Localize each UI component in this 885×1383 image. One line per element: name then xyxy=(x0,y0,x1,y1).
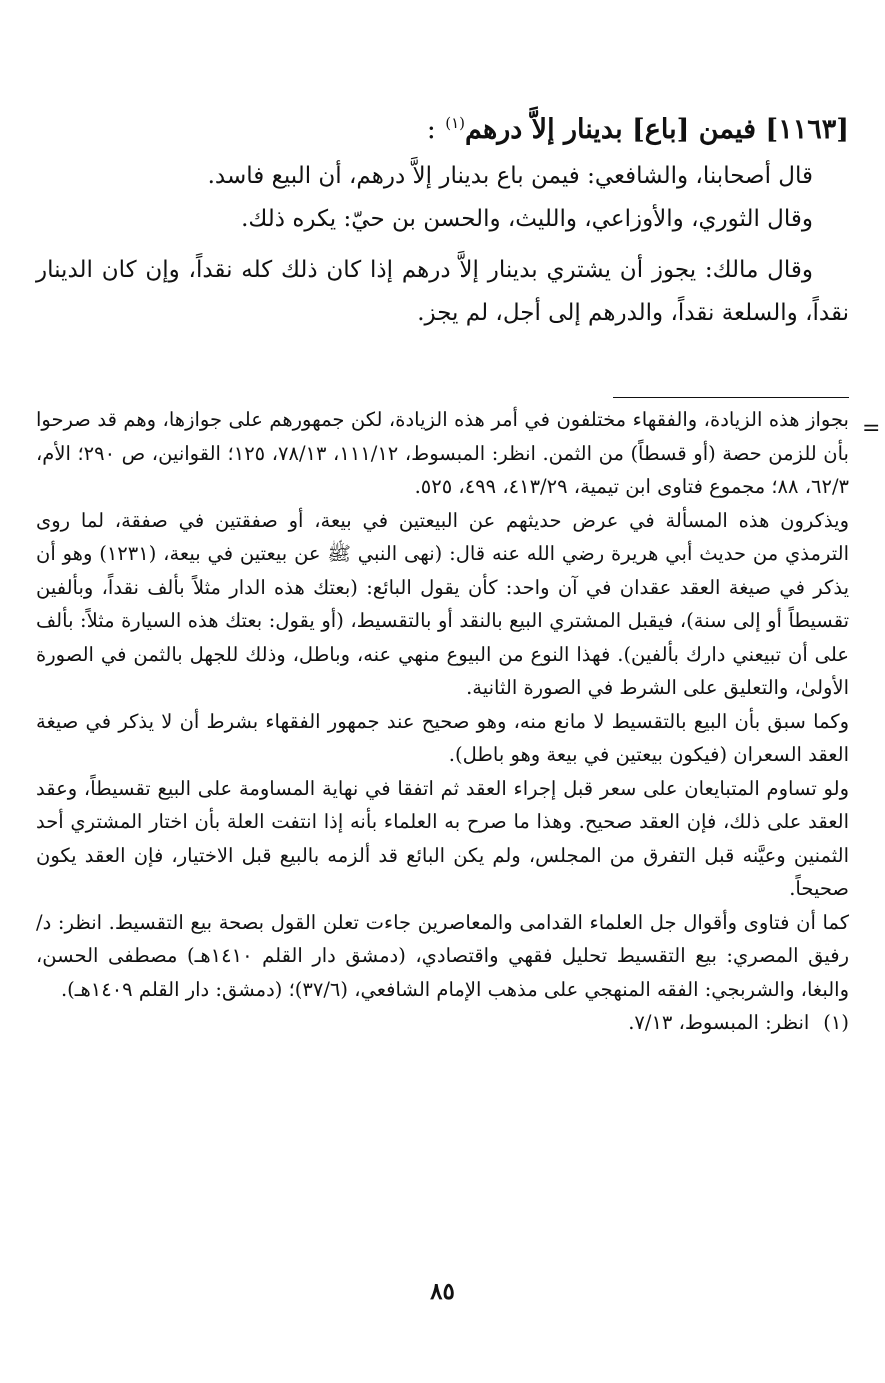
note-paragraph: بجواز هذه الزيادة، والفقهاء مختلفون في أمر هذه الزيادة، لكن جمهورهم على جوازها، وهم قد صرحوا بأن للزمن حصة (أو قسطاً) من الثمن. انظر: المبسوط، ١١١/١٢، ٧٨/١٣، ١٢٥؛ القوانين، ص ٢٩٠؛ الأم، ٦٢/٣، ٨٨؛ مجموع فتاوى ابن تيمية، ٤١٣/٢٩، ٤٩٩، ٥٢٥. xyxy=(36,408,849,498)
footnote-text: انظر: المبسوط، ٧/١٣. xyxy=(628,1011,810,1034)
footnote-number: (١) xyxy=(823,1011,849,1034)
section-title: فيمن [باع] بدينار إلاَّ درهم xyxy=(465,114,757,145)
paragraph: قال أصحابنا، والشافعي: فيمن باع بدينار إلاَّ درهم، أن البيع فاسد. xyxy=(207,163,813,189)
footnote-separator xyxy=(613,397,849,398)
note-paragraph: ولو تساوم المتبايعان على سعر قبل إجراء العقد ثم اتفقا في نهاية المساومة على البيع تقسيطاً، وعقد العقد على ذلك، فإن العقد صحيح. وهذا ما صرح به العلماء بأنه إذا انتفت العلة بأن اختار المشتري أحد الثمنين وعيَّنه قبل التفرق من المجلس، ولم يكن البائع قد ألزمه بالبيع قبل الاختيار، فإن العقد يكون صحيحاً. xyxy=(36,776,849,900)
continuation-mark: = xyxy=(862,416,881,441)
heading-colon: : xyxy=(426,114,436,145)
footnote-1 xyxy=(36,1006,849,1040)
section-number: [١١٦٣] xyxy=(765,114,849,145)
main-text xyxy=(36,98,849,335)
footnotes-area xyxy=(36,403,849,1040)
note-paragraph: كما أن فتاوى وأقوال جل العلماء القدامى والمعاصرين جاءت تعلن القول بصحة بيع التقسيط. انظر: د/ رفيق المصري: بيع التقسيط تحليل فقهي واقتصادي، (دمشق دار القلم ١٤١٠هـ) مصطفى الحسن، والبغا، والشربجي: الفقه المنهجي على مذهب الإمام الشافعي، (٣٧/٦)؛ (دمشق: دار القلم ١٤٠٩هـ). xyxy=(36,910,850,1001)
note-paragraph: ويذكرون هذه المسألة في عرض حديثهم عن البيعتين في بيعة، أو صفقتين في صفقة، لما روى الترمذي من حديث أبي هريرة رضي الله عنه قال: (نهى النبي ﷺ عن بيعتين في بيعة، (١٢٣١) وهو أن يذكر في صيغة العقد عقدان في آن واحد: كأن يقول البائع: (بعتك هذه الدار مثلاً بألف نقداً، وبألفين تقسيطاً أو إلى سنة)، فيقبل المشتري البيع بالنقد أو بالتقسيط، (أو يقول: بعتك هذه السيارة مثلاً: بألف على أن تبيعني دارك بألفين). فهذا النوع من البيوع منهي عنه، وباطل، وذلك للجهل بالثمن في الصورة الأولىٰ، والتعليق على الشرط في الصورة الثانية. xyxy=(36,508,849,699)
paragraph: وقال مالك: يجوز أن يشتري بدينار إلاَّ درهم إذا كان ذلك كله نقداً، وإن كان الدينار نقداً، والسلعة نقداً، والدرهم إلى أجل، لم يجز. xyxy=(36,257,849,326)
paragraph: وقال الثوري، والأوزاعي، والليث، والحسن بن حيّ: يكره ذلك. xyxy=(241,206,813,232)
note-paragraph: وكما سبق بأن البيع بالتقسيط لا مانع منه، وهو صحيح عند جمهور الفقهاء بشرط أن لا يذكر في صيغة العقد السعران (فيكون بيعتين في بيعة وهو باطل). xyxy=(36,709,849,766)
page-number: ٨٥ xyxy=(430,1278,455,1305)
section-heading xyxy=(36,98,849,155)
footnote-reference: (١) xyxy=(445,114,465,132)
